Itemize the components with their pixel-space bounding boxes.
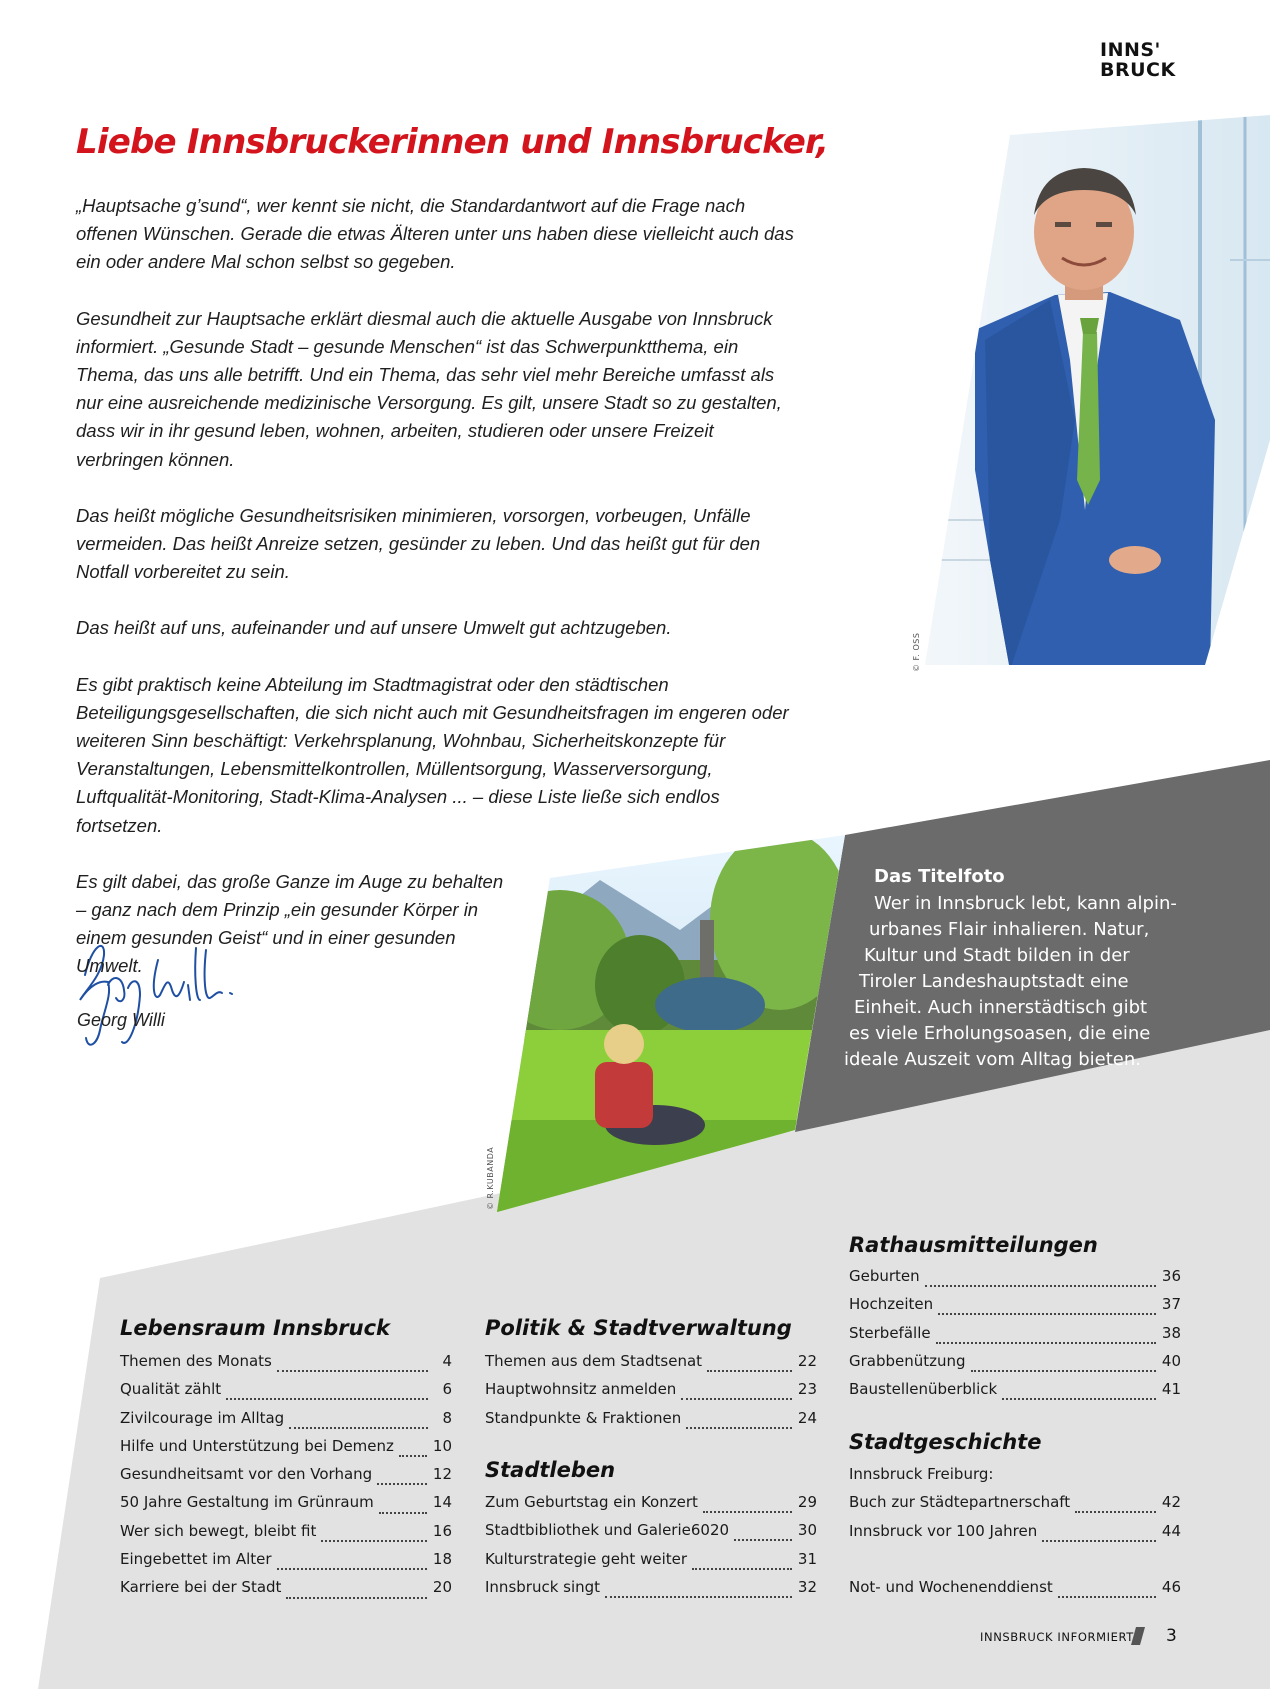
titelfoto-line: es viele Erholungsoasen, die eine	[849, 1023, 1151, 1044]
toc-entry[interactable]	[849, 1324, 1181, 1352]
toc-entry-label: Themen des Monats	[120, 1352, 272, 1370]
toc-entry-page: 41	[1161, 1380, 1181, 1399]
toc-entry[interactable]	[485, 1352, 817, 1380]
toc-entry[interactable]	[849, 1578, 1181, 1606]
toc-entry[interactable]	[849, 1352, 1181, 1380]
toc-heading-stadtleben: Stadtleben	[485, 1458, 616, 1482]
toc-leader-dots	[379, 1512, 427, 1514]
toc-entry-label: Zivilcourage im Alltag	[120, 1408, 285, 1427]
toc-entry-label: Karriere bei der Stadt	[120, 1578, 282, 1597]
letter-paragraph: Das heißt mögliche Gesundheitsrisiken minimieren, vorsorgen, vorbeugen, Unfälle vermeiden. Das heißt Anreize setzen, gesünder zu leben. Und das heißt gut für den Notfall vorbereitet zu sein.	[76, 504, 761, 583]
toc-entry-label: Hochzeiten	[849, 1295, 934, 1314]
toc-entry-label: 50 Jahre Gestaltung im Grünraum	[120, 1493, 374, 1512]
toc-entry-page: 32	[797, 1577, 817, 1596]
toc-leader-dots	[707, 1370, 792, 1372]
editorial-letter	[76, 192, 796, 1009]
titelfoto-line: ideale Auszeit vom Alltag bieten.	[844, 1049, 1141, 1070]
toc-leader-dots	[226, 1398, 428, 1400]
toc-entry-page: 16	[432, 1521, 452, 1540]
toc-entry[interactable]	[849, 1267, 1181, 1295]
toc-entry-label: Buch zur Städtepartnerschaft	[849, 1493, 1071, 1512]
toc-entry-page: 10	[432, 1436, 452, 1455]
toc-entry-label: Not- und Wochenenddienst	[849, 1578, 1053, 1597]
toc-entry-page: 36	[1161, 1267, 1181, 1285]
toc-entry-page: 46	[1161, 1578, 1181, 1597]
toc-entry-label: Innsbruck vor 100 Jahren	[849, 1521, 1038, 1540]
toc-entry[interactable]	[485, 1409, 817, 1437]
toc-entry-label: Hilfe und Unterstützung bei Demenz	[120, 1436, 394, 1455]
toc-leader-dots	[692, 1568, 792, 1570]
page-headline: Liebe Innsbruckerinnen und Innsbrucker,	[76, 122, 829, 162]
logo-line-1: INNS'	[1100, 39, 1161, 61]
toc-list-lebensraum	[120, 1352, 452, 1607]
toc-entry-page: 38	[1161, 1323, 1181, 1342]
toc-entry-page: 44	[1161, 1521, 1181, 1540]
toc-entry[interactable]	[120, 1352, 452, 1380]
toc-entry-page: 8	[442, 1408, 452, 1427]
toc-list-stadtleben	[485, 1493, 817, 1606]
toc-leader-dots	[938, 1313, 1156, 1315]
letter-paragraph: „Hauptsache g’sund“, wer kennt sie nicht, die Standardantwort auf die Frage nach offenen Wünschen. Gerade die etwas Älteren unter uns haben diese vielleicht auch das ein oder andere Mal schon selbst so gegeben.	[76, 195, 794, 273]
toc-entry-label: Innsbruck singt	[485, 1577, 601, 1596]
toc-leader-dots	[681, 1398, 792, 1400]
toc-entry-page: 29	[797, 1493, 817, 1511]
toc-leader-dots	[321, 1540, 427, 1542]
toc-leader-dots	[703, 1511, 792, 1513]
toc-entry-label: Qualität zählt	[120, 1380, 222, 1399]
toc-entry-page: 14	[432, 1493, 452, 1512]
toc-leader-dots	[1075, 1511, 1156, 1513]
titelfoto-line: Tiroler Landeshauptstadt eine	[859, 971, 1129, 992]
toc-leader-dots	[277, 1370, 428, 1372]
toc-entry-page: 23	[797, 1380, 817, 1399]
toc-entry[interactable]	[120, 1465, 452, 1493]
toc-subheading: Innsbruck Freiburg:	[849, 1465, 994, 1483]
toc-entry-label: Hauptwohnsitz anmelden	[485, 1380, 677, 1399]
signature-name: Georg Willi	[77, 1010, 165, 1030]
toc-heading-stadtgeschichte: Stadtgeschichte	[849, 1430, 1042, 1454]
park-photo-credit: © R.KUBANDA	[486, 1146, 495, 1210]
toc-entry-label: Baustellenüberblick	[849, 1380, 998, 1399]
toc-leader-dots	[277, 1568, 427, 1570]
toc-entry-page: 42	[1161, 1493, 1181, 1512]
toc-leader-dots	[1058, 1596, 1156, 1598]
portrait-photo-credit: © F. OSS	[912, 632, 921, 672]
toc-entry-page: 31	[797, 1549, 817, 1568]
toc-leader-dots	[286, 1597, 426, 1599]
toc-entry[interactable]	[485, 1550, 817, 1578]
titelfoto-line: Einheit. Auch innerstädtisch gibt	[854, 997, 1148, 1018]
toc-leader-dots	[734, 1539, 792, 1541]
toc-entry-page: 18	[432, 1550, 452, 1569]
toc-entry-label: Sterbefälle	[849, 1323, 931, 1342]
toc-leader-dots	[289, 1427, 428, 1429]
toc-entry[interactable]	[120, 1550, 452, 1578]
toc-entry[interactable]	[120, 1437, 452, 1465]
toc-entry-page: 24	[797, 1408, 817, 1427]
toc-heading-politik: Politik & Stadtverwaltung	[485, 1316, 792, 1340]
toc-leader-dots	[1002, 1398, 1156, 1400]
toc-entry[interactable]	[849, 1380, 1181, 1408]
toc-entry-page: 40	[1161, 1351, 1181, 1370]
letter-paragraph: Es gibt praktisch keine Abteilung im Stadtmagistrat oder den städtischen Beteiligungsgesellschaften, die sich nicht auch mit Gesundheitsfragen im engeren oder weiteren Sinn beschäftigt: Verkehrsplanung, Wohnbau, Sicherheitskonzepte für Veranstaltungen, Lebensmittelkontrollen, Müllentsorgung, Wasserversorgung, Luftqualität-Monitoring, Stadt-Klima-Analysen ... – diese Liste ließe sich endlos fortsetzen.	[76, 673, 789, 836]
toc-leader-dots	[971, 1370, 1156, 1372]
toc-entry-label: Wer sich bewegt, bleibt fit	[120, 1521, 317, 1540]
toc-leader-dots	[605, 1596, 792, 1598]
toc-entry[interactable]	[849, 1493, 1181, 1521]
portrait-photo	[900, 110, 1270, 670]
toc-leader-dots	[686, 1427, 792, 1429]
toc-heading-lebensraum: Lebensraum Innsbruck	[120, 1316, 390, 1340]
toc-entry-label: Geburten	[849, 1267, 920, 1285]
toc-leader-dots	[925, 1285, 1156, 1287]
toc-entry[interactable]	[849, 1295, 1181, 1323]
titelfoto-line: Wer in Innsbruck lebt, kann alpin-	[874, 893, 1177, 914]
toc-entry[interactable]	[120, 1380, 452, 1408]
letter-paragraph: Das heißt auf uns, aufeinander und auf unsere Umwelt gut achtzugeben.	[76, 617, 672, 639]
titelfoto-line: urbanes Flair inhalieren. Natur,	[869, 919, 1150, 940]
toc-entry[interactable]	[485, 1493, 817, 1521]
letter-paragraph: Es gilt dabei, das große Ganze im Auge zu behalten – ganz nach dem Prinzip „ein gesunder Körper in einem gesunden Geist“ und in einer gesunden Umwelt.	[76, 870, 504, 977]
toc-entry-label: Grabbenützung	[849, 1351, 966, 1370]
toc-entry-label: Themen aus dem Stadtsenat	[485, 1352, 703, 1370]
titelfoto-line: Kultur und Stadt bilden in der	[864, 945, 1130, 966]
toc-leader-dots	[936, 1342, 1156, 1344]
toc-heading-rathaus: Rathausmitteilungen	[849, 1233, 1098, 1257]
toc-entry-page: 4	[442, 1352, 452, 1370]
footer-publication-name: INNSBRUCK INFORMIERT	[980, 1630, 1134, 1644]
toc-spacer	[849, 1550, 1181, 1578]
toc-entry-page: 6	[442, 1380, 452, 1399]
toc-entry-label: Standpunkte & Fraktionen	[485, 1408, 682, 1427]
toc-leader-dots	[399, 1455, 427, 1457]
toc-entry[interactable]	[485, 1521, 817, 1549]
toc-entry[interactable]	[485, 1578, 817, 1606]
toc-entry-label: Eingebettet im Alter	[120, 1550, 272, 1569]
logo-line-2: BRUCK	[1100, 59, 1176, 81]
toc-entry[interactable]	[485, 1380, 817, 1408]
toc-entry-page: 20	[432, 1578, 452, 1597]
toc-entry-page: 30	[797, 1521, 817, 1540]
letter-paragraph: Gesundheit zur Hauptsache erklärt diesmal auch die aktuelle Ausgabe von Innsbruck informiert. „Gesunde Stadt – gesunde Menschen“ ist das Schwerpunktthema, ein Thema, das uns alle betrifft. Und ein Thema, das sehr viel mehr Bereiche umfasst als nur eine ausreichende medizinische Versorgung. Es gilt, unsere Stadt so zu gestalten, dass wir in ihr gesund leben, wohnen, arbeiten, studieren oder unsere Freizeit verbringen können.	[76, 307, 782, 470]
innsbruck-logo	[1100, 40, 1176, 80]
toc-leader-dots	[1042, 1540, 1156, 1542]
toc-entry-label: Kulturstrategie geht weiter	[485, 1549, 688, 1568]
toc-list-stadtgeschichte	[849, 1465, 1181, 1606]
toc-entry-label: Stadtbibliothek und Galerie6020	[485, 1521, 730, 1540]
toc-entry-page: 22	[797, 1352, 817, 1370]
toc-entry[interactable]	[120, 1522, 452, 1550]
toc-leader-dots	[377, 1483, 427, 1485]
toc-entry-label: Gesundheitsamt vor den Vorhang	[120, 1465, 373, 1484]
toc-entry-page: 37	[1161, 1295, 1181, 1314]
page-number: 3	[1166, 1626, 1177, 1646]
titelfoto-heading: Das Titelfoto	[874, 866, 1005, 887]
toc-entry[interactable]	[120, 1578, 452, 1606]
toc-entry[interactable]	[120, 1409, 452, 1437]
toc-entry[interactable]	[849, 1522, 1181, 1550]
toc-entry[interactable]	[120, 1493, 452, 1521]
toc-list-politik	[485, 1352, 817, 1437]
toc-entry-page: 12	[432, 1465, 452, 1484]
toc-list-rathaus	[849, 1267, 1181, 1408]
toc-entry-label: Zum Geburtstag ein Konzert	[485, 1493, 698, 1511]
